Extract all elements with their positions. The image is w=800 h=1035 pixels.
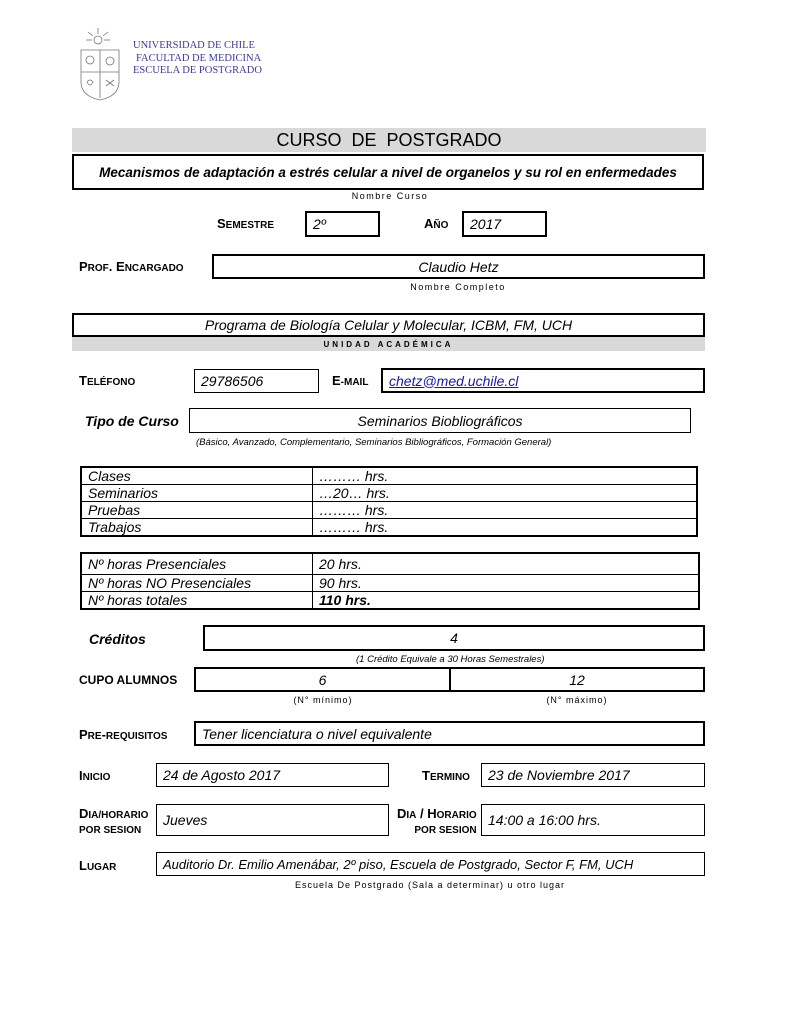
capacity-min-caption: (N° mínimo) [293,695,353,705]
academic-unit-caption: UNIDAD ACADÉMICA [72,337,705,351]
course-name-caption: Nombre Curso [351,191,429,201]
location-label: LUGAR [79,858,117,873]
table-row: Trabajos ……… hrs. [81,519,697,537]
university-name: UNIVERSIDAD DE CHILE [133,40,255,51]
semester-label: SEMESTRE [217,216,275,231]
semester-field[interactable]: 2º [305,211,380,237]
university-logo [78,24,124,102]
faculty-name: FACULTAD DE MEDICINA [136,52,262,64]
end-field[interactable]: 23 de Noviembre 2017 [481,763,705,787]
email-link[interactable]: chetz@med.uchile.cl [389,372,519,389]
table-row: Nº horas Presenciales 20 hrs. [81,553,699,575]
capacity-min-field[interactable]: 6 [194,667,451,692]
location-caption: Escuela De Postgrado (Sala a determinar) u otro lugar [294,880,566,890]
capacity-max-caption: (N° máximo) [546,695,608,705]
hours-table [80,552,700,610]
professor-caption: Nombre Completo [410,282,506,292]
professor-field[interactable]: Claudio Hetz [212,254,705,279]
start-field[interactable]: 24 de Agosto 2017 [156,763,389,787]
time-field[interactable]: 14:00 a 16:00 hrs. [481,804,705,836]
course-name-value: Mecanismos de adaptación a estrés celular a nivel de organelos y su rol en enfermedades [99,164,677,180]
table-row: Nº horas totales 110 hrs. [81,592,699,610]
course-type-label: Tipo de Curso [85,413,179,429]
institution-header [133,40,262,78]
time-label: DIA / HORARIO POR SESION [397,806,477,836]
phone-field[interactable]: 29786506 [194,369,319,393]
course-type-caption: (Básico, Avanzado, Complementario, Seminarios Bibliográficos, Formación General) [196,437,552,448]
table-row: Clases ……… hrs. [81,467,697,485]
year-label: AÑO [424,216,449,231]
start-label: INICIO [79,768,111,783]
year-field[interactable]: 2017 [462,211,547,237]
credits-label: Créditos [89,631,146,647]
prereq-field[interactable]: Tener licenciatura o nivel equivalente [194,721,705,746]
credits-field[interactable]: 4 [203,625,705,651]
course-name-field[interactable] [72,154,704,190]
form-title-text: CURSO DE POSTGRADO [276,129,502,150]
end-label: TERMINO [422,768,470,783]
academic-unit-field[interactable]: Programa de Biología Celular y Molecular, ICBM, FM, UCH [72,313,705,337]
email-field[interactable] [381,368,705,393]
capacity-label: CUPO ALUMNOS [79,673,178,687]
capacity-max-field[interactable]: 12 [449,667,705,692]
form-title [72,128,706,152]
email-label: E-MAIL [332,373,369,388]
professor-label: PROF. ENCARGADO [79,259,184,274]
school-name: ESCUELA DE POSTGRADO [133,65,262,76]
day-field[interactable]: Jueves [156,804,389,836]
phone-label: TELÉFONO [79,373,136,388]
credits-caption: (1 Crédito Equivale a 30 Horas Semestrales) [356,654,545,665]
activities-table [80,466,698,537]
prereq-label: PRE-REQUISITOS [79,727,168,742]
location-field[interactable]: Auditorio Dr. Emilio Amenábar, 2º piso, Escuela de Postgrado, Sector F, FM, UCH [156,852,705,876]
course-type-field[interactable]: Seminarios Biobliográficos [189,408,691,433]
table-row: Nº horas NO Presenciales 90 hrs. [81,575,699,592]
day-label: DIA/HORARIO POR SESION [79,806,149,836]
table-row: Seminarios …20… hrs. [81,485,697,502]
table-row: Pruebas ……… hrs. [81,502,697,519]
